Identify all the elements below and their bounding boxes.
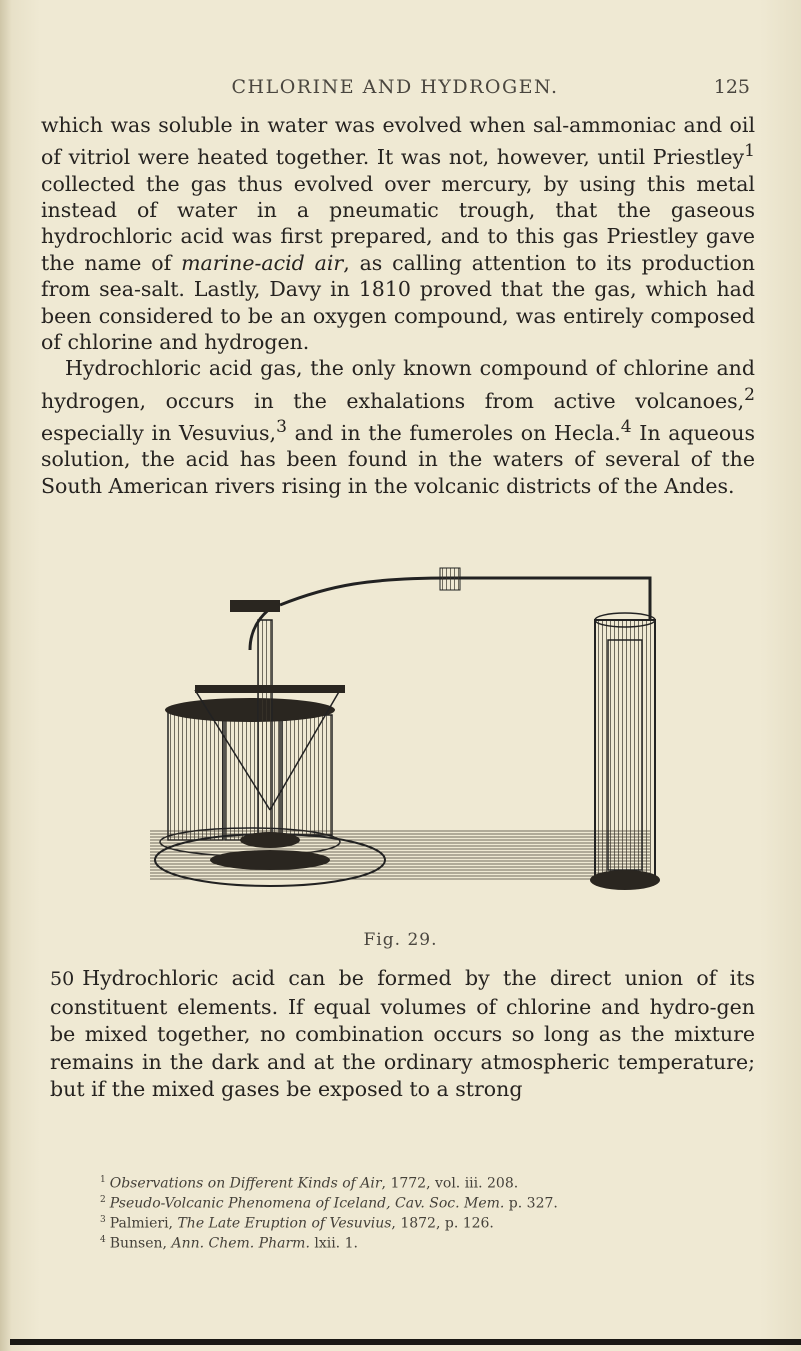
footnote-1: $^1$ Observations on Different Kinds of Air, 1772, vol. iii. 208. <box>100 1175 519 1192</box>
section-number: 50 <box>50 968 75 990</box>
body-text <box>41 112 755 499</box>
footnote-ref-4: 4 <box>620 417 632 438</box>
section-text: Hydrochloric acid can be formed by the direct union of its constituent elements. If equal volumes of chlorine and hydro-gen be mixed together, no combination occurs so long as the mixture remains in the dark and at the ordinary atmospheric temperature; but if the mixed gases be exposed to a strong <box>50 966 755 1101</box>
page-number: 125 <box>713 76 750 98</box>
apparatus-engraving <box>150 560 670 910</box>
footnotes <box>100 1172 740 1253</box>
collecting-cylinder <box>590 613 660 890</box>
figure-apparatus-illustration <box>150 560 670 910</box>
footnote-ref-2: 2 <box>744 384 755 405</box>
section-50-paragraph <box>50 965 755 1104</box>
table-surface <box>150 830 650 886</box>
footnote-4: $^4$ Bunsen, Ann. Chem. Pharm. lxii. 1. <box>100 1235 358 1253</box>
footnote-ref-1: 1 <box>744 141 755 162</box>
footnote-3: $^3$ Palmieri, The Late Eruption of Vesuvius, 1872, p. 126. <box>100 1215 494 1232</box>
figure-caption: Fig. 29. <box>363 930 438 950</box>
delivery-tube <box>280 568 650 620</box>
page-bottom-edge <box>10 1339 801 1345</box>
paragraph-occurrence: Hydrochloric acid gas, the only known compound of chlorine and hydrogen, occurs in the exhalations from active volcanoes,$^2$ especially in Vesuvius,$^3$ and in the fumeroles on Hecla.$^4$ In aqueous solution, the acid has been found in the waters of several of the South American rivers rising in the volcanic districts of the Andes. <box>41 356 755 498</box>
paragraph-priestley: which was soluble in water was evolved when sal-ammoniac and oil of vitriol were heated together. It was not, however, until Priestley$^1$ collected the gas thus evolved over mercury, by using this metal instead of water in a pneumatic trough, that the gaseous hydrochloric acid was first prepared, and to this gas Priestley gave the name of marine-acid air, as calling attention to its production from sea-salt. Lastly, Davy in 1810 proved that the gas, which had been considered to be an oxygen compound, was entirely composed of chlorine and hydrogen. <box>41 113 756 355</box>
page-header <box>60 76 750 106</box>
page-binding-edge <box>0 0 12 1351</box>
italic-term: marine-acid air <box>181 250 344 275</box>
footnote-2: $^2$ Pseudo-Volcanic Phenomena of Iceland, Cav. Soc. Mem. p. 327. <box>100 1195 558 1212</box>
running-title: CHLORINE AND HYDROGEN. <box>231 76 559 98</box>
footnote-ref-3: 3 <box>276 417 287 438</box>
